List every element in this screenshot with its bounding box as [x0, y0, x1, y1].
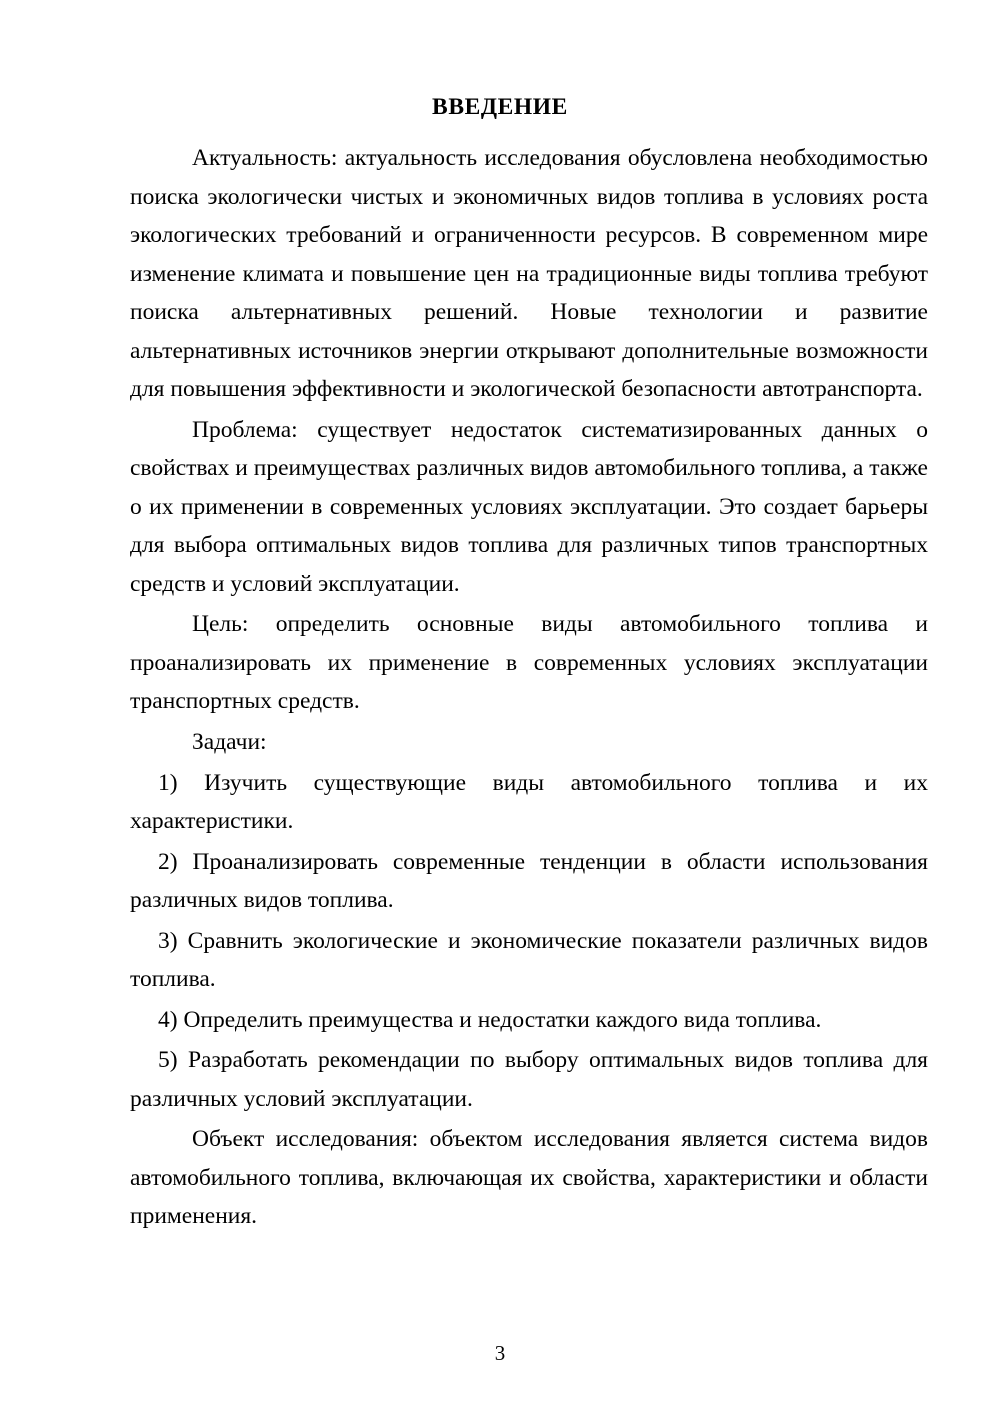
paragraph-problem: Проблема: существует недостаток систематизированных данных о свойствах и преимуществах различных видов автомобильного топлива, а также о их применении в современных условиях эксплуатации. Это создает барьеры для выбора оптимальных видов топлива для различных типов транспортных средств и условий эксплуатации.	[130, 416, 928, 597]
paragraph-object: Объект исследования: объектом исследования является система видов автомобильного топлива, включающая их свойства, характеристики и области применения.	[130, 1126, 928, 1230]
task-item-1: 1) Изучить существующие виды автомобильного топлива и их характеристики.	[130, 769, 928, 835]
paragraph-tasks-heading: Задачи:	[192, 728, 267, 755]
page-title: ВВЕДЕНИЕ	[432, 94, 568, 120]
paragraph-relevance: Актуальность: актуальность исследования обусловлена необходимостью поиска экологически чистых и экономичных видов топлива в условиях роста экологических требований и ограниченности ресурсов. В современном мире изменение климата и повышение цен на традиционные виды топлива требуют поиска альтернативных решений. Новые технологии и развитие альтернативных источников энергии открывают дополнительные возможности для повышения эффективности и экологической безопасности автотранспорта.	[130, 145, 928, 403]
task-item-2: 2) Проанализировать современные тенденции в области использования различных видов топлива.	[130, 848, 928, 914]
task-item-3: 3) Сравнить экологические и экономические показатели различных видов топлива.	[130, 927, 928, 993]
document-body	[130, 139, 928, 1236]
page-number: 3	[494, 1341, 506, 1365]
paragraph-goal: Цель: определить основные виды автомобильного топлива и проанализировать их применение в современных условиях эксплуатации транспортных средств.	[130, 611, 928, 715]
task-item-5: 5) Разработать рекомендации по выбору оптимальных видов топлива для различных условий эксплуатации.	[130, 1047, 928, 1112]
task-item-4: 4) Определить преимущества и недостатки каждого вида топлива.	[158, 1006, 822, 1033]
